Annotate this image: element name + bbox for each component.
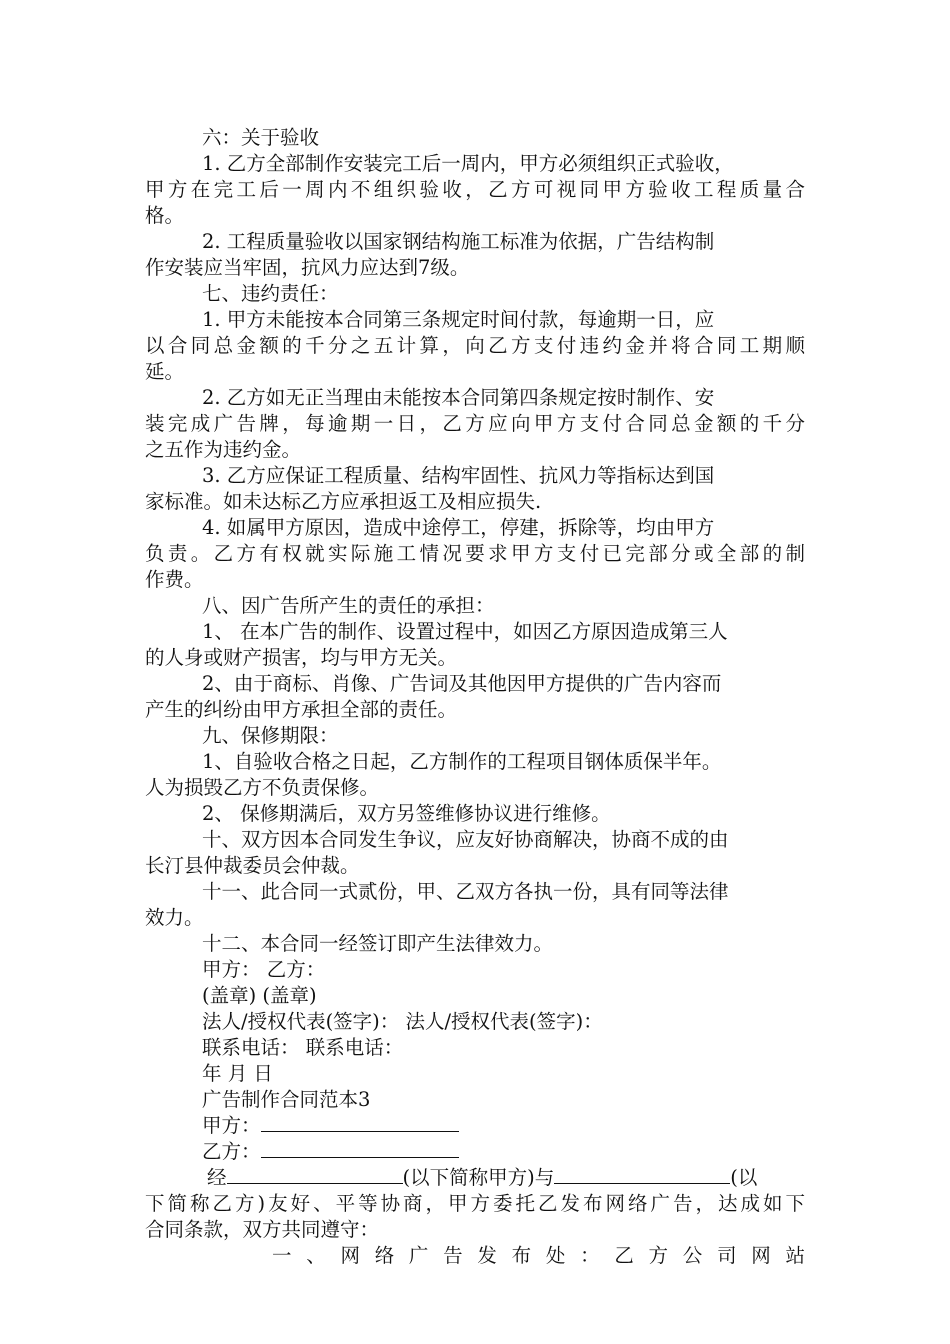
paragraph-line: 十、双方因本合同发生争议，应友好协商解决，协商不成的由 — [202, 828, 729, 851]
paragraph-line: 以合同总金额的千分之五计算，向乙方支付违约金并将合同工期顺 — [145, 334, 805, 357]
section-heading: 七、违约责任： — [202, 282, 339, 305]
party-b-line — [202, 1139, 862, 1164]
paragraph-line: 人为损毁乙方不负责保修。 — [145, 776, 380, 799]
signature-seals: (盖章) (盖章) — [202, 984, 317, 1007]
signature-representatives: 法人/授权代表(签字)： 法人/授权代表(签字)： — [202, 1010, 603, 1033]
party-a-line — [202, 1113, 862, 1138]
section-heading: 六：关于验收 — [202, 126, 320, 149]
paragraph-line: 的人身或财产损害，均与甲方无关。 — [145, 646, 458, 669]
paragraph-line: 装完成广告牌，每逾期一日，乙方应向甲方支付合同总金额的千分 — [145, 412, 805, 435]
paragraph-line: 负责。乙方有权就实际施工情况要求甲方支付已完部分或全部的制 — [145, 542, 805, 565]
signature-date: 年 月 日 — [202, 1062, 273, 1085]
agreement-suffix: (以 — [730, 1166, 758, 1189]
party-a-name-blank — [227, 1165, 403, 1184]
paragraph-line: 合同条款，双方共同遵守： — [145, 1218, 380, 1241]
paragraph-line: 4. 如属甲方原因，造成中途停工，停建，拆除等，均由甲方 — [202, 516, 715, 539]
paragraph-line: 十一、此合同一式贰份，甲、乙双方各执一份，具有同等法律 — [202, 880, 729, 903]
clause-heading: 一、网络广告发布处：乙方公司网站 — [272, 1244, 805, 1267]
section-heading: 九、保修期限： — [202, 724, 339, 747]
paragraph-line: 甲方在完工后一周内不组织验收，乙方可视同甲方验收工程质量合 — [145, 178, 805, 201]
signature-parties: 甲方： 乙方： — [202, 958, 326, 981]
paragraph-line: 延。 — [145, 360, 185, 383]
contract-title: 广告制作合同范本3 — [202, 1088, 371, 1111]
paragraph-line: 格。 — [145, 204, 185, 227]
paragraph-line: 3. 乙方应保证工程质量、结构牢固性、抗风力等指标达到国 — [202, 464, 715, 487]
paragraph-line: 1. 乙方全部制作安装完工后一周内，甲方必须组织正式验收， — [202, 152, 734, 175]
party-b-blank — [261, 1139, 459, 1158]
agreement-line — [207, 1165, 805, 1190]
paragraph-line: 长汀县仲裁委员会仲裁。 — [145, 854, 360, 877]
paragraph-line: 家标准。如未达标乙方应承担返工及相应损失. — [145, 490, 542, 513]
agreement-middle: (以下简称甲方)与 — [402, 1166, 555, 1189]
paragraph-line: 1、自验收合格之日起，乙方制作的工程项目钢体质保半年。 — [202, 750, 722, 773]
signature-phones: 联系电话： 联系电话： — [202, 1036, 404, 1059]
paragraph-line: 2、由于商标、肖像、广告词及其他因甲方提供的广告内容而 — [202, 672, 722, 695]
paragraph-line: 十二、本合同一经签订即产生法律效力。 — [202, 932, 554, 955]
paragraph-line: 1. 甲方未能按本合同第三条规定时间付款，每逾期一日，应 — [202, 308, 715, 331]
paragraph-line: 之五作为违约金。 — [145, 438, 302, 461]
party-a-label: 甲方： — [202, 1114, 261, 1137]
paragraph-line: 作安装应当牢固，抗风力应达到7级。 — [145, 256, 470, 279]
party-b-label: 乙方： — [202, 1140, 261, 1163]
paragraph-line: 2、 保修期满后，双方另签维修协议进行维修。 — [202, 802, 611, 825]
paragraph-line: 2. 乙方如无正当理由未能按本合同第四条规定按时制作、安 — [202, 386, 715, 409]
paragraph-line: 作费。 — [145, 568, 204, 591]
paragraph-line: 1、 在本广告的制作、设置过程中，如因乙方原因造成第三人 — [202, 620, 728, 643]
party-a-blank — [261, 1113, 459, 1132]
paragraph-line: 产生的纠纷由甲方承担全部的责任。 — [145, 698, 458, 721]
party-b-name-blank — [554, 1165, 730, 1184]
paragraph-line: 2. 工程质量验收以国家钢结构施工标准为依据，广告结构制 — [202, 230, 715, 253]
section-heading: 八、因广告所产生的责任的承担： — [202, 594, 495, 617]
paragraph-line: 下简称乙方)友好、平等协商，甲方委托乙发布网络广告，达成如下 — [145, 1192, 805, 1215]
paragraph-line: 效力。 — [145, 906, 204, 929]
agreement-prefix: 经 — [207, 1166, 227, 1189]
